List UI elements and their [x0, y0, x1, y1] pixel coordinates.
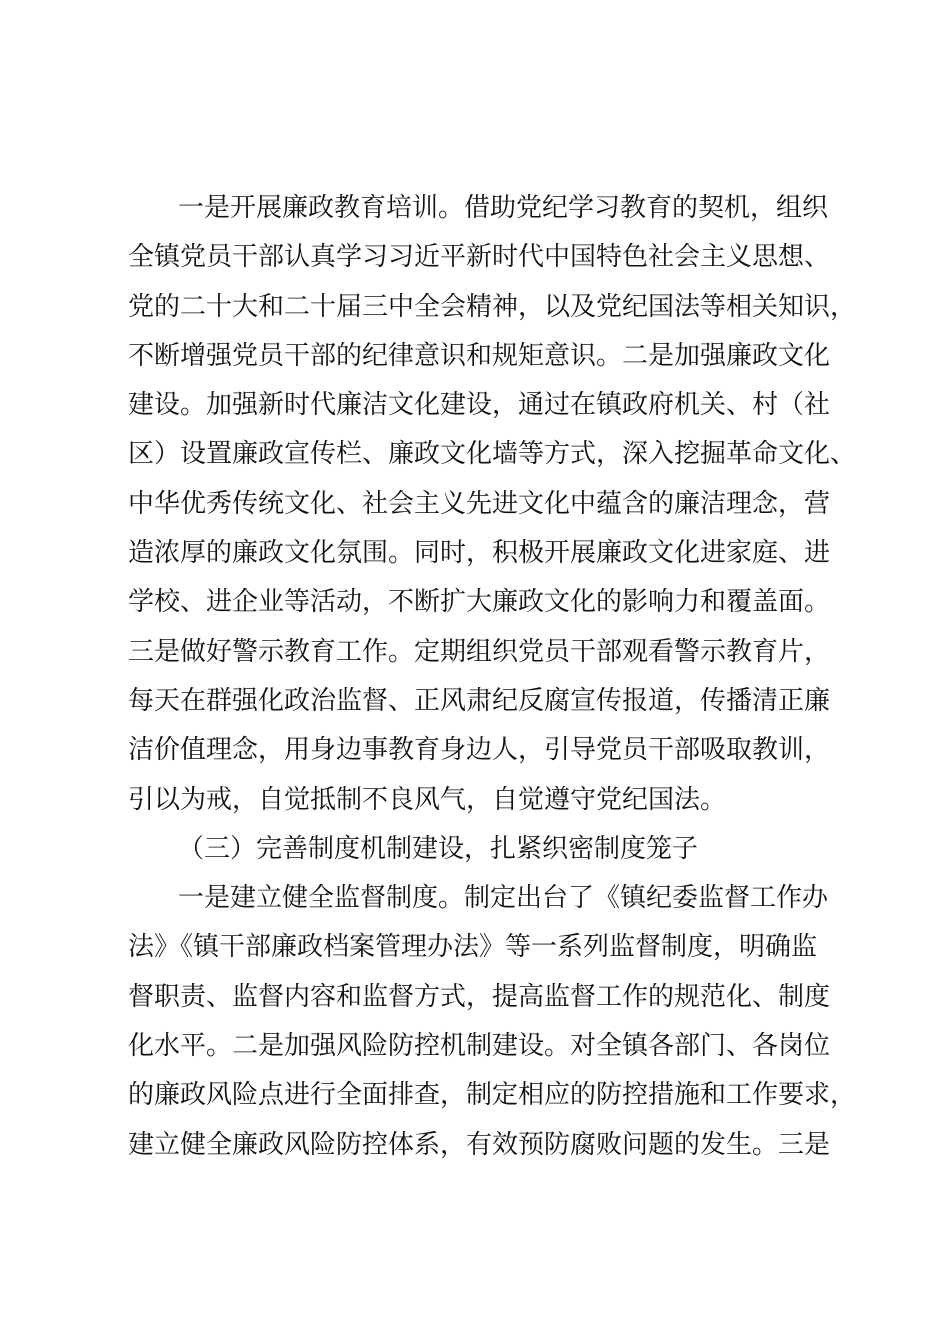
- paragraph-line: 督职责、监督内容和监督方式，提高监督工作的规范化、制度: [128, 981, 831, 1012]
- paragraph-line: 不断增强党员干部的纪律意识和规矩意识。二是加强廉政文化: [128, 340, 831, 371]
- paragraph-line: 一是建立健全监督制度。制定出台了《镇纪委监督工作办: [178, 883, 829, 914]
- paragraph-line: 建立健全廉政风险防控体系，有效预防腐败问题的发生。三是: [128, 1129, 831, 1160]
- document-body: [128, 184, 858, 1170]
- paragraph-line: 三是做好警示教育工作。定期组织党员干部观看警示教育片，: [128, 636, 831, 667]
- section-heading: （三）完善制度机制建设，扎紧织密制度笼子: [178, 833, 699, 864]
- paragraph-line: 法》《镇干部廉政档案管理办法》等一系列监督制度，明确监: [128, 932, 818, 963]
- paragraph-line: 造浓厚的廉政文化氛围。同时，积极开展廉政文化进家庭、进: [128, 538, 831, 569]
- paragraph-line: 的廉政风险点进行全面排查，制定相应的防控措施和工作要求，: [128, 1080, 857, 1111]
- paragraph-line: 化水平。二是加强风险防控机制建设。对全镇各部门、各岗位: [128, 1031, 831, 1062]
- paragraph-line: 引以为戒，自觉抵制不良风气，自觉遵守党纪国法。: [128, 784, 727, 815]
- paragraph-line: 党的二十大和二十届三中全会精神，以及党纪国法等相关知识，: [128, 291, 857, 322]
- paragraph-line: 建设。加强新时代廉洁文化建设，通过在镇政府机关、村（社: [128, 390, 831, 421]
- paragraph-line: 区）设置廉政宣传栏、廉政文化墙等方式，深入挖掘革命文化、: [128, 439, 857, 470]
- paragraph-line: 全镇党员干部认真学习习近平新时代中国特色社会主义思想、: [128, 242, 831, 273]
- paragraph-line: 学校、进企业等活动，不断扩大廉政文化的影响力和覆盖面。: [128, 587, 831, 618]
- paragraph-line: 中华优秀传统文化、社会主义先进文化中蕴含的廉洁理念，营: [128, 488, 831, 519]
- paragraph-line: 洁价值理念，用身边事教育身边人，引导党员干部吸取教训，: [128, 735, 831, 766]
- paragraph-line: 每天在群强化政治监督、正风肃纪反腐宣传报道，传播清正廉: [128, 685, 831, 716]
- paragraph-line: 一是开展廉政教育培训。借助党纪学习教育的契机，组织: [178, 193, 829, 223]
